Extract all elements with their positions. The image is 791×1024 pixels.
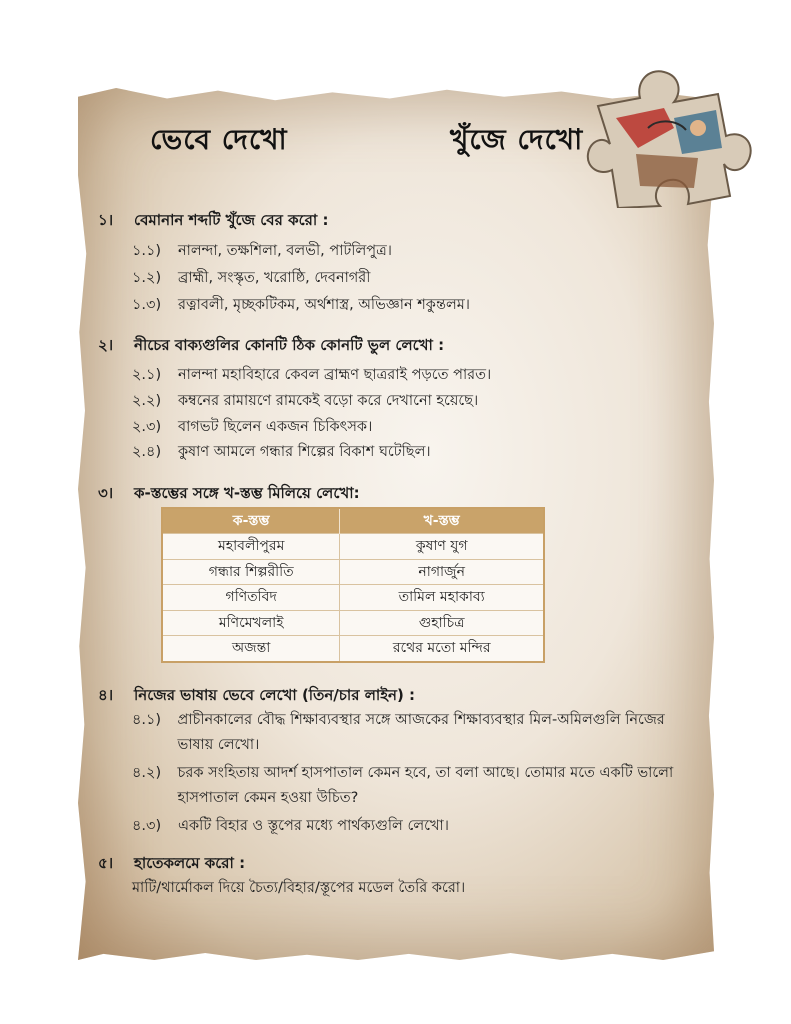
list-item: ১.২) ব্রাহ্মী, সংস্কৃত, খরোষ্ঠি, দেবনাগরী [132, 270, 371, 286]
question-1: ১। বেমানান শব্দটি খুঁজে বের করো : [98, 209, 328, 234]
table-cell: তামিল মহাকাব্য [340, 585, 543, 611]
question-5-title: হাতেকলমে করো : [134, 854, 246, 872]
question-4-title: নিজের ভাষায় ভেবে লেখো (তিন/চার লাইন) : [134, 686, 416, 704]
table-row [163, 610, 543, 636]
table-cell: গণিতবিদ [163, 585, 340, 611]
table-row [163, 559, 543, 585]
list-item: ২.১) নালন্দা মহাবিহারে কেবল ব্রাহ্মণ ছাত্ররাই পড়তে পারত। [132, 367, 492, 383]
table-cell: গুহাচিত্র [340, 610, 543, 636]
list-item: ২.২) কম্বনের রামায়ণে রামকেই বড়ো করে দেখানো হয়েছে। [132, 393, 479, 409]
heading-think: ভেবে দেখো [150, 123, 288, 156]
question-1-title: বেমানান শব্দটি খুঁজে বের করো : [134, 211, 329, 229]
question-5: ৫। হাতেকলমে করো : [98, 852, 245, 877]
question-2-title: নীচের বাক্যগুলির কোনটি ঠিক কোনটি ভুল লেখো : [134, 336, 445, 354]
question-3-title: ক-স্তম্ভের সঙ্গে খ-স্তম্ভ মিলিয়ে লেখো: [134, 484, 360, 502]
question-2: ২। নীচের বাক্যগুলির কোনটি ঠিক কোনটি ভুল লেখো : [98, 334, 444, 359]
table-cell: মণিমেখলাই [163, 610, 340, 636]
question-5-text: মাটি/থার্মোকল দিয়ে চৈত্য/বিহার/স্তূপের মডেল তৈরি করো। [132, 880, 466, 896]
table-cell: অজন্তা [163, 636, 340, 661]
list-item: ৪.৩) একটি বিহার ও স্তূপের মধ্যে পার্থক্যগুলি লেখো। [132, 818, 449, 834]
table-cell: রথের মতো মন্দির [340, 636, 543, 661]
table-cell: মহাবলীপুরম [163, 534, 340, 560]
list-item: ৪.২) চরক সংহিতায় আদর্শ হাসপাতাল কেমন হবে, তা বলা আছে। তোমার মতে একটি ভালো হাসপাতাল কেমন হওয়া উচিত? [132, 765, 674, 806]
table-header-row [163, 509, 543, 534]
table-row [163, 636, 543, 661]
heading-search: খুঁজে দেখো [450, 123, 584, 156]
table-cell: নাগার্জুন [340, 559, 543, 585]
match-table [163, 509, 543, 661]
list-item: ১.১) নালন্দা, তক্ষশিলা, বলভী, পাটলিপুত্র। [132, 243, 392, 259]
table-cell: কুষাণ যুগ [340, 534, 543, 560]
puzzle-piece-illustration [578, 58, 756, 208]
list-item: ১.৩) রত্নাবলী, মৃচ্ছকটিকম, অর্থশাস্ত্র, অভিজ্ঞান শকুন্তলম। [132, 297, 470, 313]
column-header: ক-স্তম্ভ [163, 509, 340, 534]
question-3: ৩। ক-স্তম্ভের সঙ্গে খ-স্তম্ভ মিলিয়ে লেখো: [98, 482, 360, 507]
question-4: ৪। নিজের ভাষায় ভেবে লেখো (তিন/চার লাইন) : [98, 684, 415, 709]
list-item: ২.৩) বাগভট ছিলেন একজন চিকিৎসক। [132, 419, 373, 435]
column-header: খ-স্তম্ভ [340, 509, 543, 534]
table-row [163, 585, 543, 611]
table-cell: গন্ধার শিল্পরীতি [163, 559, 340, 585]
list-item: ৪.১) প্রাচীনকালের বৌদ্ধ শিক্ষাব্যবস্থার সঙ্গে আজকের শিক্ষাব্যবস্থার মিল-অমিলগুলি নিজের ভাষায় লেখো। [132, 712, 665, 753]
table-row [163, 534, 543, 560]
list-item: ২.৪) কুষাণ আমলে গন্ধার শিল্পের বিকাশ ঘটেছিল। [132, 444, 431, 460]
